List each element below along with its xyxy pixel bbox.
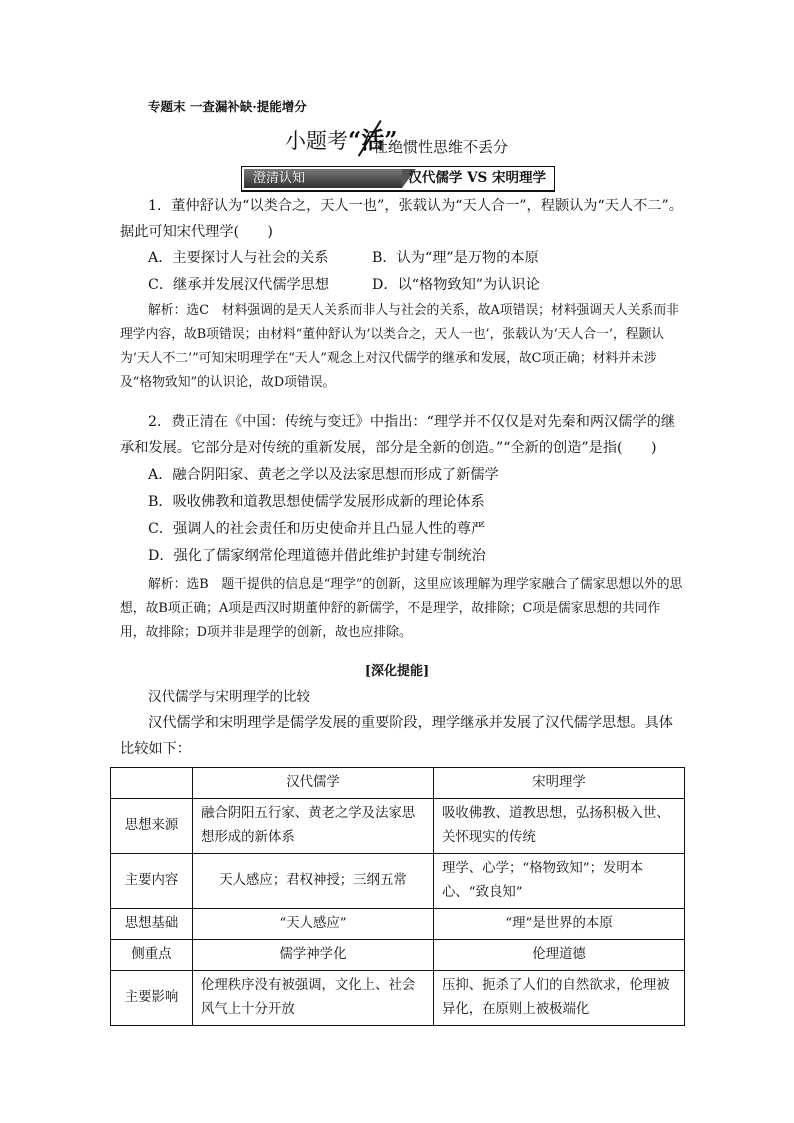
q2-analysis: 解析：选B 题干提供的信息是“理学”的创新，这里应该理解为理学家融合了儒家思想以外的思想，故B项正确；A项是西汉时期董仲舒的新儒学，不是理学，故排除；C项是儒家思想的共同作用，故排除；D项并非是理学的创新，故也应排除。 [120, 577, 683, 640]
q1-option-d: D．以“格物致知”为认识论 [372, 277, 540, 293]
table-cell: “天人感应” [193, 909, 434, 940]
table-cell: 天人感应；君权神授；三纲五常 [193, 854, 434, 909]
banner-topic: 汉代儒学 VS 宋明理学 [408, 170, 546, 186]
q2-option-c: C．强调人的社会责任和历史使命并且凸显人性的尊严 [148, 521, 486, 537]
table-row [111, 854, 685, 909]
banner-tag: 澄清认知 [253, 171, 306, 186]
deepen-heading: [深化提能] [364, 664, 430, 679]
q2-option-a: A．融合阴阳家、黄老之学以及法家思想而形成了新儒学 [148, 467, 499, 483]
table-cell: 吸收佛教、道教思想，弘扬积极入世、关怀现实的传统 [434, 799, 685, 854]
table-cell: 压抑、扼杀了人们的自然欲求，伦理被异化，在原则上被极端化 [434, 971, 685, 1026]
table-cell: 融合阴阳五行家、黄老之学及法家思想形成的新体系 [193, 799, 434, 854]
table-header-cell [111, 768, 193, 799]
q1-option-c: C．继承并发展汉代儒学思想 [148, 277, 330, 293]
title-subtitle: 杜绝惯性思维不丢分 [373, 138, 509, 156]
deepen-intro: 汉代儒学和宋明理学是儒学发展的重要阶段，理学继承并发展了汉代儒学思想。具体比较如下： [120, 715, 673, 757]
table-header-cell: 汉代儒学 [193, 768, 434, 799]
q2-stem: 2．费正清在《中国：传统与变迁》中指出：“理学并不仅仅是对先秦和两汉儒学的继承和发展。它部分是对传统的重新发展，部分是全新的创造。”“全新的创造”是指( ) [120, 414, 676, 456]
section-title [285, 118, 585, 158]
deepen-subtitle: 汉代儒学与宋明理学的比较 [148, 689, 310, 705]
table-header-cell: 宋明理学 [434, 768, 685, 799]
table-row [111, 909, 685, 940]
table-header-row [111, 768, 685, 799]
banner-tag-box [244, 169, 402, 188]
row-label: 主要内容 [111, 854, 193, 909]
row-label: 侧重点 [111, 940, 193, 971]
section-header: 专题末 一查漏补缺·提能增分 [148, 99, 307, 114]
q1-option-a: A．主要探讨人与社会的关系 [148, 250, 329, 266]
table-cell: 儒学神学化 [193, 940, 434, 971]
title-prefix: 小题考 [285, 129, 348, 153]
q2-option-b: B．吸收佛教和道教思想使儒学发展形成新的理论体系 [148, 494, 485, 510]
q1-analysis: 解析：选C 材料强调的是天人关系而非人与社会的关系，故A项错误；材料强调天人关系而非理学内容，故B项错误；由材料“董仲舒认为‘以类合之，天人一也’，张载认为‘天人合一’，程颢认为‘天人不二’”可知宋明理学在“天人”观念上对汉代儒学的继承和发展，故C项正确；材料并未涉及“格物致知”的认识论，故D项错误。 [120, 303, 679, 390]
topic-banner [241, 166, 555, 192]
table-row [111, 940, 685, 971]
title-emphasis: “活” [348, 127, 398, 154]
table-cell: 理学、心学；“格物致知”；发明本心、“致良知” [434, 854, 685, 909]
row-label: 思想基础 [111, 909, 193, 940]
row-label: 思想来源 [111, 799, 193, 854]
table-row [111, 971, 685, 1026]
q2-option-d: D．强化了儒家纲常伦理道德并借此维护封建专制统治 [148, 548, 486, 564]
q1-option-b: B．认为“理”是万物的本原 [372, 250, 539, 266]
table-row [111, 799, 685, 854]
row-label: 主要影响 [111, 971, 193, 1026]
table-cell: 伦理道德 [434, 940, 685, 971]
table-cell: “理”是世界的本原 [434, 909, 685, 940]
table-cell: 伦理秩序没有被强调，文化上、社会风气上十分开放 [193, 971, 434, 1026]
comparison-table [110, 767, 685, 1026]
q1-stem: 1．董仲舒认为“以类合之，天人一也”，张载认为“天人合一”，程颢认为“天人不二”。据此可知宋代理学( ) [120, 198, 683, 240]
